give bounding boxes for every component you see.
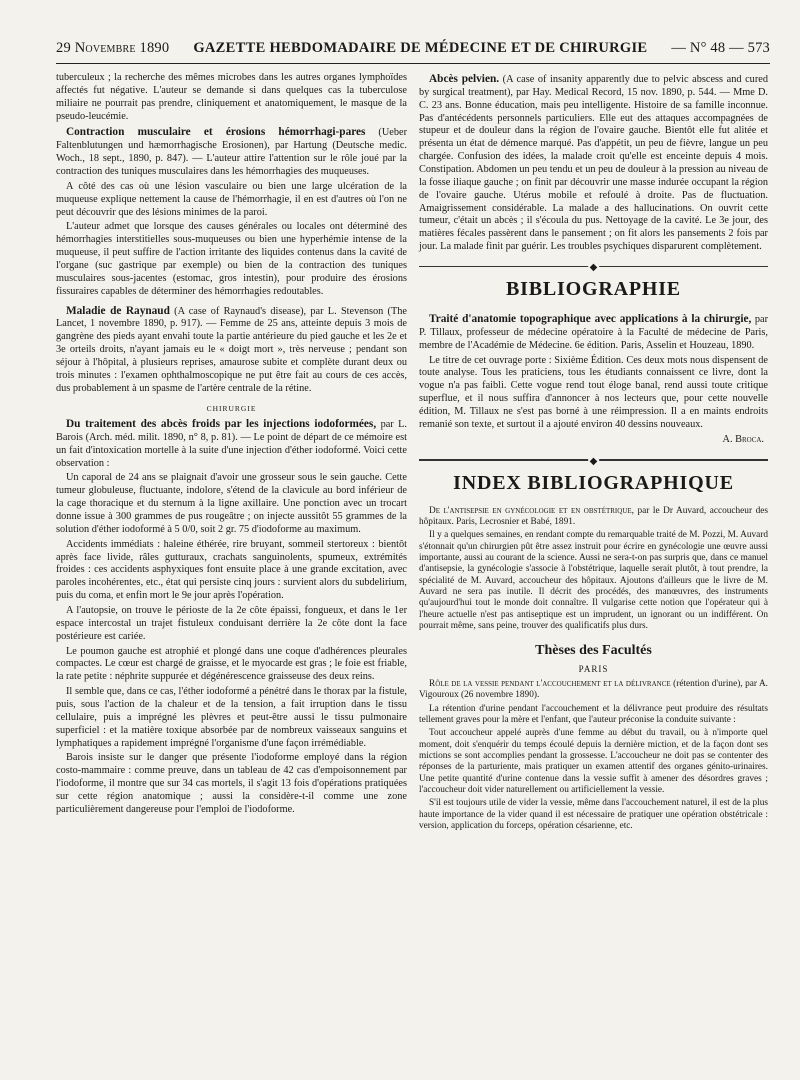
- divider: [419, 262, 768, 274]
- index-entry: [419, 506, 768, 529]
- paragraph: tuberculeux ; la recherche des mêmes microbes dans les autres organes lymphoïdes affectés fut négative. L'auteur se demande si dans quelques cas la tuberculose miliaire ne pourrait pas prendre, cliniquement et anatomiquement, le masque de la pseudo-leucémie.: [56, 72, 407, 122]
- entry-title: De l'antisepsie en gynécologie et en obstétrique,: [429, 505, 634, 516]
- right-column: [419, 72, 768, 1057]
- divider: [419, 455, 768, 467]
- paragraph: La rétention d'urine pendant l'accouchement et la délivrance peut produire des résultats tellement graves pour la mère et l'enfant, que l'auteur préconise la conduite suivante :: [419, 703, 768, 725]
- entry-body: par le Dr Auvard, accoucheur des hôpitaux. Paris, Lecrosnier et Babé, 1891.: [419, 505, 768, 527]
- header-issue-page: — N° 48 — 573: [671, 40, 770, 56]
- entry-title: Rôle de la vessie pendant l'accouchement et la délivrance: [429, 678, 671, 689]
- article-title: Traité d'anatomie topographique avec applications à la chirurgie,: [429, 313, 752, 326]
- bibliographie-heading: BIBLIOGRAPHIE: [506, 278, 681, 301]
- paragraph: Il y a quelques semaines, en rendant compte du remarquable traité de M. Pozzi, M. Auvard s'étonnait qu'un chirurgien pût être assez instruit pour écrire en gynécologie une œuvre aussi importante, aussi au courant de la science. Aussi ne sera-t-on pas surpris que, dans ce manuel d'antisepsie, la gynécologie s'associe à l'obstétrique, laquelle serait plutôt, à tout prendre, la spécialité de M. Auvard, accoucheur des hôpitaux. Ajoutons d'ailleurs que le livre de M. Auvard ne sera pas inutile. Il décrit des procédés, des manœuvres, des instruments qu'aujourd'hui tout le monde doit connaître. Il vulgarise cette notion que l'opérateur qui à l'heure actuelle n'est pas antiseptique est un imprudent, un ignorant ou un indifférent. On pourrait même, sans peine, trouver des qualificatifs plus durs.: [419, 530, 768, 631]
- article-body: (Ueber Faltenblutungen und hæmorrhagische Erosionen), par Hartung (Deutsche medic. Woch., 18 sept., 1890, p. 847). — L'auteur attire l'attention sur le rôle joué par la contraction des tuniques musculaires dans les hémorrhagies des muqueuses.: [56, 127, 407, 178]
- theses-heading: Thèses des Facultés: [535, 643, 652, 659]
- divider-diamond-icon: ◆: [589, 262, 598, 274]
- paragraph: Tout accoucheur appelé auprès d'une femme au début du travail, ou à n'importe quel moment, doit s'enquérir du temps écoulé depuis la dernière miction, et de la façon dont ses mictions se sont accomplies pendant la grossesse. L'accoucheur ne doit pas se contenter des réponses de la parturiente, mais pratiquer un examen attentif des organes génito-urinaires. Une petite quantité d'urine contenue dans la vessie suffit à amener des désordres graves ; l'accoucheur doit vider naturellement ou artificiellement la vessie.: [419, 728, 768, 795]
- left-column: [56, 72, 407, 1057]
- header-date: 29 Novembre 1890: [56, 40, 170, 56]
- paragraph: Il semble que, dans ce cas, l'éther iodoformé a pénétré dans le thorax par la fistule, puis, sous l'action de la chaleur et de la tension, a fait irruption dans le tissu cellulaire, puis a imprégné les plèvres et peut-être aussi le tissu pulmonaire superficiel : et la matière toxique absorbée par de nombreux vaisseaux sanguins et lymphatiques a rapidement imprégné l'organisme d'une façon irrémédiable.: [56, 686, 407, 749]
- paragraph: Barois insiste sur le danger que présente l'iodoforme employé dans la région costo-mammaire : comme preuve, dans un tableau de 42 cas d'empoisonnement par l'iodoforme, il montre que sur 34 cas mortels, il s'agit 13 fois d'opérations pratiquées sur cette région anatomique ; aussi la considère-t-il comme une zone particulièrement dangereuse pour l'emploi de l'iodoforme.: [56, 752, 407, 815]
- paragraph: A côté des cas où une lésion vasculaire ou bien une large ulcération de la muqueuse explique nettement la cause de l'hémorrhagie, il en est d'autres où l'on ne peut découvrir que des lésions minimes de la paroi.: [56, 180, 407, 218]
- divider-diamond-icon: ◆: [589, 455, 598, 467]
- article-tillaux: [419, 312, 768, 353]
- paragraph: Le titre de cet ouvrage porte : Sixième Édition. Ces deux mots nous dispensent de toute analyse. Tous les praticiens, tous les étudiants connaissent ce livre, dont la vogue n'a pas faibli. Cette vogue rend tout éloge banal, rend aussi toute critique superflue, et il nous suffira d'annoncer à nos lecteurs que, pour cette nouvelle édition, M. Tillaux ne s'est pas borné à une réimpression. Il a en maints endroits remanié son texte, et surtout il a ajouté environ 40 dessins nouveaux.: [419, 354, 768, 430]
- entry-body: (rétention d'urine), par A. Vigouroux (26 novembre 1890).: [419, 678, 768, 701]
- signature: A. Broca.: [722, 433, 764, 445]
- article-title: Du traitement des abcès froids par les injections iodoformées,: [66, 418, 377, 430]
- section-label: CHIRURGIE: [206, 403, 257, 413]
- page-header: [56, 40, 770, 64]
- article-raynaud: [56, 304, 407, 396]
- article-body: (A case of insanity apparently due to pelvic abscess and cured by surgical treatment), par Hay. Medical Record, 15 nov. 1890, p. 544. — Mme D. C. 23 ans. Bonne éducation, mais peu intelligente. Histoire de sa famille inconnue. Pas d'antécédents personnels particuliers. Elle eut des attaques accompagnées de stupeur et de douleur dans la région de l'ovaire gauche. Bientôt elle fut alitée et présenta un état de démence marqué. Pas d'appétit, un peu de fièvre, langue un peu chargée. Confusion des idées, la malade croit qu'elle est enceinte depuis 4 mois. Constipation. Abdomen un peu tendu et un peu de douleur à la pression au niveau de la fosse iliaque gauche ; on finit par découvrir une masse indurée occupant la région de l'ovaire gauche. Utérus mobile et refoulé à droite. Pas de fluctuation. Amaigrissement considérable. La malade a des hallucinations. On ouvrit cette tumeur, c'était un abcès ; il s'écoula du pus. Nettoyage de la cavité. Le 3e jour, des matières fécales passèrent dans le pansement ; on fit alors les pansements 2 fois par jour. La malade finit par guérir. Les troubles psychiques disparurent complètement.: [419, 74, 768, 253]
- paragraph: A l'autopsie, on trouve le périoste de la 2e côte épaissi, fongueux, et dans le 1er espace intercostal un trajet fistuleux conduisant derrière la 2e côte dont la face postérieure est cariée.: [56, 605, 407, 642]
- paragraph: L'auteur admet que lorsque des causes générales ou locales ont déterminé des hémorrhagies interstitielles sous-muqueuses ou bien une hyperhémie intense de la muqueuse, il peut suffire de l'action irritante des liquides contenus dans la cavité de l'organe (suc gastrique par exemple) ou bien de la contraction des tuniques musculaires sous-jacentes (estomac, gros intestin), pour produire des érosions fissuraires capables de déterminer des hémorrhagies redoutables.: [56, 221, 407, 297]
- article-barois: [56, 417, 407, 470]
- paragraph: Accidents immédiats : haleine éthérée, rire bruyant, sommeil stertoreux : bientôt après face livide, râles gutturaux, crachats sanguinolents, spumeux, extrémités froides : ces accidents asphyxiques font ensuite place à une grande excitation, avec paroles incohérentes, etc., état qui persiste cinq jours : survient alors du subdelirium, puis du coma, et enfin mort le 9e jour après l'opération.: [56, 538, 407, 602]
- index-heading: INDEX BIBLIOGRAPHIQUE: [453, 471, 734, 494]
- paragraph: Un caporal de 24 ans se plaignait d'avoir une grosseur sous le sein gauche. Cette tumeur globuleuse, fluctuante, indolore, s'étend de la clavicule au bord inférieur de la cage thoracique et du sternum à la ligne axillaire. Une ponction avec un trocart donne issue à 300 grammes de pus rougeâtre ; on injecte aussitôt 55 grammes de la solution d'éther iodoformé à 5 0/0, soit 2 gr. 75 d'iodoforme au maximum.: [56, 472, 407, 535]
- article-title: Contraction musculaire et érosions hémorrhagi-pares: [66, 126, 366, 139]
- article-hartung: [56, 125, 407, 178]
- two-column-body: [56, 72, 770, 1057]
- paragraph: Le poumon gauche est atrophié et plongé dans une coque d'adhérences pleurales compactes. Le cœur est chargé de graisse, et le myocarde est gras ; le foie est friable, la rate petite : néphrite suppurée et dégénérescence graisseuse des deux reins.: [56, 645, 407, 683]
- article-body: par L. Barois (Arch. méd. milit. 1890, n° 8, p. 81). — Le point de départ de ce mémoire est un fait d'intoxication mortelle à la suite d'une injection d'éther iodoformé. Voici cette observation :: [56, 419, 407, 469]
- article-title: Abcès pelvien.: [429, 73, 500, 85]
- article-body: (A case of Raynaud's disease), par L. Stevenson (The Lancet, 1 novembre 1890, p. 917). — Femme de 25 ans, atteinte depuis 3 mois de gangrène des pieds ayant envahi toute la partie antérieure du pied gauche et les 2e et 3e orteils droits, n'ayant jamais eu le « doigt mort », très nerveuse ; pendant son séjour à l'hôpital, à plusieurs reprises, amaurose subite et complète durant deux ou trois minutes : l'examen ophthalmoscopique ne put être fait au cours de ces accès, dus probablement à un spasme de l'artère centrale de la rétine.: [56, 305, 407, 394]
- theses-city: PARIS: [578, 663, 609, 674]
- article-abces-pelvien: [419, 72, 768, 254]
- article-title: Maladie de Raynaud: [66, 304, 170, 317]
- article-body: par P. Tillaux, professeur de médecine opératoire à la Faculté de médecine de Paris, membre de l'Académie de Médecine. 6e édition. Paris, Asselin et Houzeau, 1890.: [419, 314, 768, 351]
- paragraph: S'il est toujours utile de vider la vessie, même dans l'accouchement naturel, il est de la plus haute importance de la vider quand il est nécessaire de pratiquer une opération obstétricale : version, application du forceps, opération césarienne, etc.: [419, 798, 768, 831]
- these-entry: [419, 679, 768, 702]
- header-journal-title: GAZETTE HEBDOMADAIRE DE MÉDECINE ET DE CHIRURGIE: [193, 40, 648, 56]
